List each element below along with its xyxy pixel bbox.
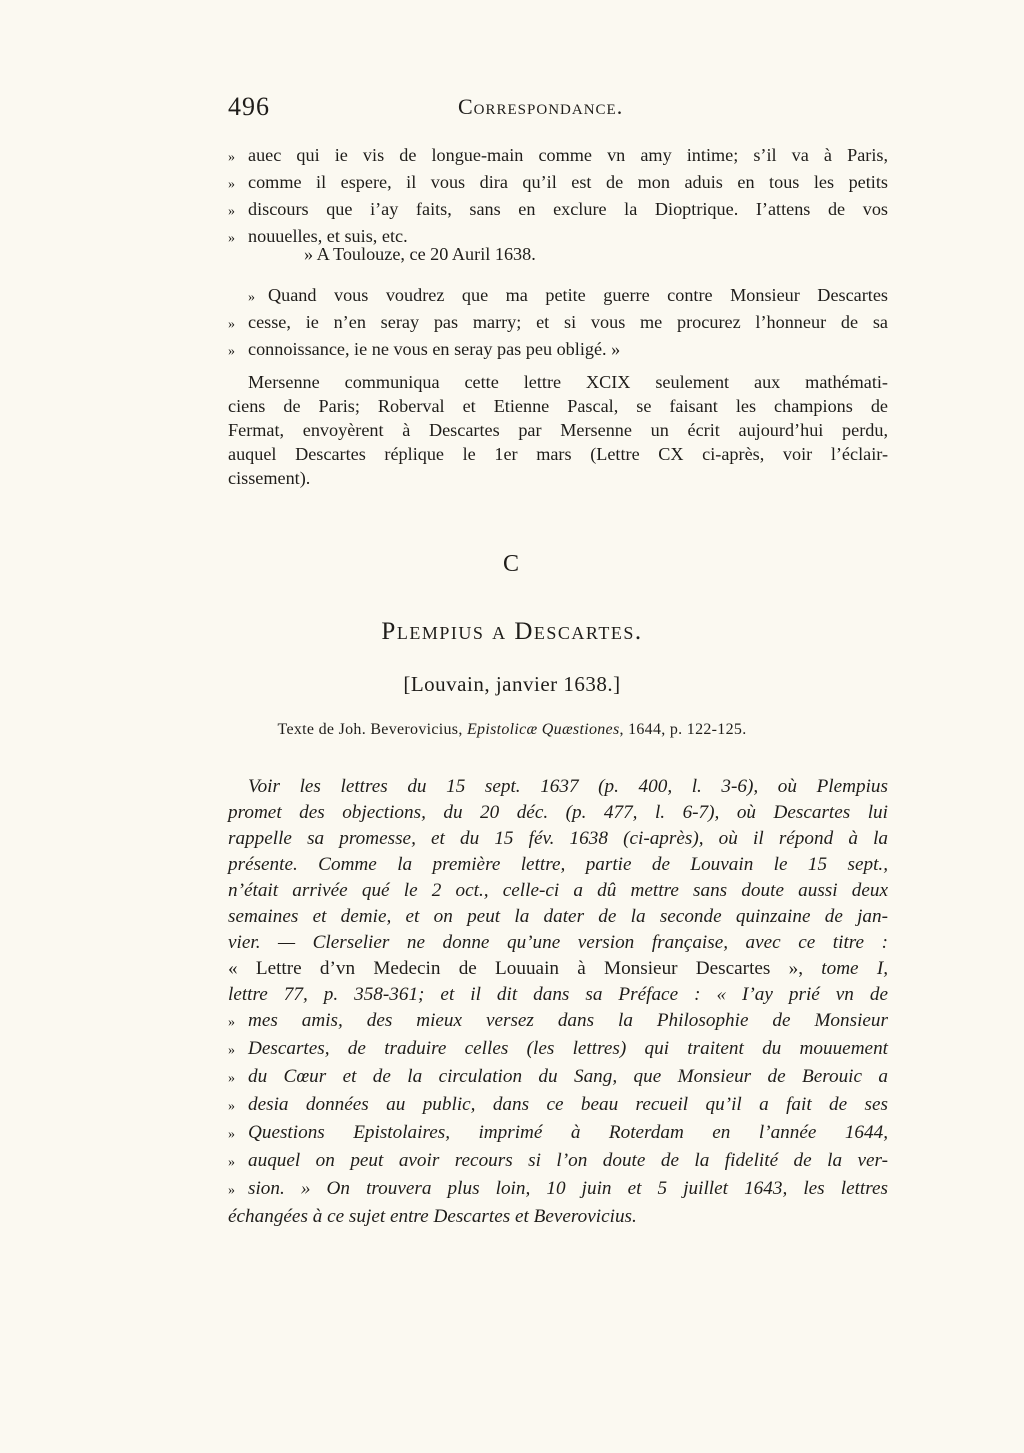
- quote-mark: »: [228, 1155, 235, 1170]
- quote-mark: »: [228, 231, 235, 246]
- text-line: lettre 77, p. 358-361; et il dit dans sa Préface : « I’ay prié vn de: [228, 984, 888, 1005]
- quote-mark: »: [228, 1127, 235, 1142]
- quote-mark: »: [228, 204, 235, 219]
- quote-mark: »: [228, 1099, 235, 1114]
- letter-title: Plempius a Descartes.: [381, 618, 643, 645]
- previous-letter-dateline: » A Toulouze, ce 20 Auril 1638.: [304, 244, 536, 264]
- text-line: » Quand vous voudrez que ma petite guerre contre Monsieur Descartes: [228, 283, 888, 310]
- quote-mark: »: [228, 317, 235, 332]
- text-line: » Descartes, de traduire celles (les lettres) qui traitent du mouuement: [228, 1036, 888, 1064]
- text-line: échangées à ce sujet entre Descartes et Beverovicius.: [228, 1206, 637, 1227]
- text-line: » mes amis, des mieux versez dans la Philosophie de Monsieur: [228, 1008, 888, 1036]
- quote-mark: »: [248, 290, 255, 305]
- text-line: ciens de Paris; Roberval et Etienne Pascal, se faisant les champions de: [228, 396, 888, 416]
- text-line: » comme il espere, il vous dira qu’il est de mon aduis en tous les petits: [228, 170, 888, 197]
- quote-mark: »: [228, 1071, 235, 1086]
- text-line: Fermat, envoyèrent à Descartes par Mersenne un écrit aujourd’hui perdu,: [228, 420, 888, 440]
- text-line: » du Cœur et de la circulation du Sang, que Monsieur de Berouic a: [228, 1064, 888, 1092]
- postscript: [228, 283, 888, 364]
- text-line: « Lettre d’vn Medecin de Louuain à Monsieur Descartes », tome I,: [228, 958, 889, 979]
- letter-date: [Louvain, janvier 1638.]: [403, 672, 621, 696]
- text-line: Mersenne communiqua cette lettre XCIX seulement aux mathémati-: [248, 372, 888, 392]
- quote-mark: »: [228, 1183, 235, 1198]
- text-line: vier. — Clerselier ne donne qu’une version française, avec ce titre :: [228, 932, 888, 953]
- text-line: n’était arrivée qué le 2 oct., celle-ci a dû mettre sans doute aussi deux: [228, 880, 888, 901]
- text-line: cissement).: [228, 468, 311, 488]
- previous-letter-text: [228, 143, 888, 251]
- text-line: » Questions Epistolaires, imprimé à Roterdam en l’année 1644,: [228, 1120, 888, 1148]
- text-line: » sion. » On trouvera plus loin, 10 juin et 5 juillet 1643, les lettres: [228, 1176, 888, 1204]
- text-line: » nouuelles, et suis, etc.: [228, 224, 888, 251]
- text-line: auquel Descartes réplique le 1er mars (Lettre CX ci-après, voir l’éclair-: [228, 444, 888, 464]
- quote-mark: »: [228, 1043, 235, 1058]
- text-line: » connoissance, ie ne vous en seray pas peu obligé. »: [228, 337, 888, 364]
- letter-source: Texte de Joh. Beverovicius, Epistolicæ Quæstiones, 1644, p. 122-125.: [277, 721, 747, 738]
- text-line: Voir les lettres du 15 sept. 1637 (p. 400, l. 3-6), où Plempius: [248, 776, 888, 797]
- text-line: » desia données au public, dans ce beau recueil qu’il a fait de ses: [228, 1092, 888, 1120]
- running-head: [228, 92, 888, 128]
- page-number: 496: [228, 92, 270, 121]
- quote-mark: »: [228, 177, 235, 192]
- text-line: présente. Comme la première lettre, partie de Louvain le 15 sept.,: [228, 854, 888, 875]
- editorial-note: [228, 774, 888, 1230]
- quote-mark: »: [228, 150, 235, 165]
- text-line: semaines et demie, et on peut la dater de la seconde quinzaine de jan-: [228, 906, 888, 927]
- text-line: rappelle sa promesse, et du 15 fév. 1638 (ci-après), où il répond à la: [228, 828, 888, 849]
- text-line: » cesse, ie n’en seray pas marry; et si vous me procurez l’honneur de sa: [228, 310, 888, 337]
- running-title: Correspondance.: [458, 94, 624, 119]
- commentary: [228, 370, 888, 490]
- text-line: » discours que i’ay faits, sans en exclure la Dioptrique. I’attens de vos: [228, 197, 888, 224]
- text-line: » auec qui ie vis de longue-main comme vn amy intime; s’il va à Paris,: [228, 143, 888, 170]
- text-line: promet des objections, du 20 déc. (p. 477, l. 6-7), où Descartes lui: [228, 802, 888, 823]
- source-title: Epistolicæ Quæstiones: [466, 721, 620, 738]
- letter-number: C: [502, 551, 521, 577]
- quote-mark: »: [228, 1015, 235, 1030]
- quote-mark: »: [228, 344, 235, 359]
- text-line: » auquel on peut avoir recours si l’on doute de la fidelité de la ver-: [228, 1148, 888, 1176]
